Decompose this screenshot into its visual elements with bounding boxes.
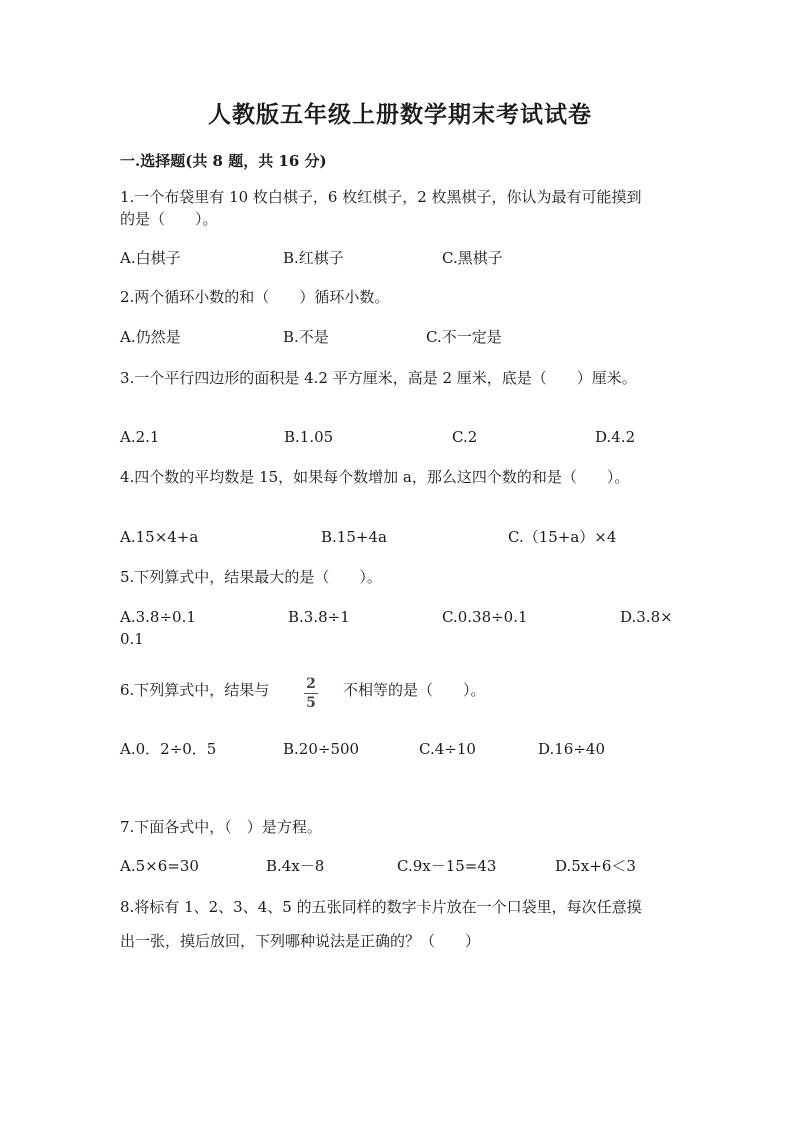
q5-option-a[interactable]: A.3.8÷0.1 <box>120 608 196 626</box>
q5-option-d-wrap: 0.1 <box>120 630 144 648</box>
question-6-prefix: 6.下列算式中，结果与 <box>120 681 270 699</box>
q6-option-a[interactable]: A.0．2÷0．5 <box>120 740 217 758</box>
q7-option-c[interactable]: C.9x－15=43 <box>397 857 497 875</box>
q4-option-a[interactable]: A.15×4+a <box>120 528 199 546</box>
q5-option-b[interactable]: B.3.8÷1 <box>288 608 350 626</box>
fraction-two-fifths <box>300 676 322 711</box>
section-heading: 一.选择题(共 8 题，共 16 分) <box>120 152 327 170</box>
q5-option-c[interactable]: C.0.38÷0.1 <box>442 608 528 626</box>
q7-option-a[interactable]: A.5×6=30 <box>120 857 199 875</box>
q2-option-b[interactable]: B.不是 <box>283 328 329 346</box>
fraction-denominator: 5 <box>306 695 316 711</box>
q1-option-a[interactable]: A.白棋子 <box>120 249 181 267</box>
question-8-line-1: 8.将标有 1、2、3、4、5 的五张同样的数字卡片放在一个口袋里，每次任意摸 <box>120 898 642 916</box>
q3-option-c[interactable]: C.2 <box>452 428 478 446</box>
q6-option-d[interactable]: D.16÷40 <box>538 740 606 758</box>
q7-option-b[interactable]: B.4x－8 <box>266 857 325 875</box>
q2-option-c[interactable]: C.不一定是 <box>426 328 502 346</box>
question-4-text: 4.四个数的平均数是 15，如果每个数增加 a，那么这四个数的和是（ ）。 <box>120 468 630 486</box>
q3-option-b[interactable]: B.1.05 <box>284 428 334 446</box>
q4-option-b[interactable]: B.15+4a <box>321 528 387 546</box>
question-5-text: 5.下列算式中，结果最大的是（ ）。 <box>120 568 382 586</box>
q5-option-d[interactable]: D.3.8× <box>620 608 673 626</box>
question-1-line-1: 1.一个布袋里有 10 枚白棋子，6 枚红棋子，2 枚黑棋子，你认为最有可能摸到 <box>120 188 642 206</box>
q3-option-a[interactable]: A.2.1 <box>120 428 160 446</box>
q1-option-c[interactable]: C.黑棋子 <box>442 249 503 267</box>
q6-option-c[interactable]: C.4÷10 <box>419 740 476 758</box>
q2-option-a[interactable]: A.仍然是 <box>120 328 181 346</box>
q1-option-b[interactable]: B.红棋子 <box>283 249 344 267</box>
exam-title: 人教版五年级上册数学期末考试试卷 <box>208 101 592 128</box>
fraction-numerator: 2 <box>306 676 316 692</box>
question-1-line-2: 的是（ ）。 <box>120 210 218 228</box>
q3-option-d[interactable]: D.4.2 <box>595 428 636 446</box>
question-8-line-2: 出一张，摸后放回，下列哪种说法是正确的？（ ） <box>120 932 481 950</box>
question-3-text: 3.一个平行四边形的面积是 4.2 平方厘米，高是 2 厘米，底是（ ）厘米。 <box>120 369 637 387</box>
q4-option-c[interactable]: C.（15+a）×4 <box>508 528 617 546</box>
fraction-bar <box>304 693 318 694</box>
q7-option-d[interactable]: D.5x+6＜3 <box>555 857 636 875</box>
question-2-text: 2.两个循环小数的和（ ）循环小数。 <box>120 288 390 306</box>
question-6-suffix: 不相等的是（ ）。 <box>343 681 486 699</box>
q6-option-b[interactable]: B.20÷500 <box>283 740 360 758</box>
question-7-text: 7.下面各式中，（ ）是方程。 <box>120 818 322 836</box>
